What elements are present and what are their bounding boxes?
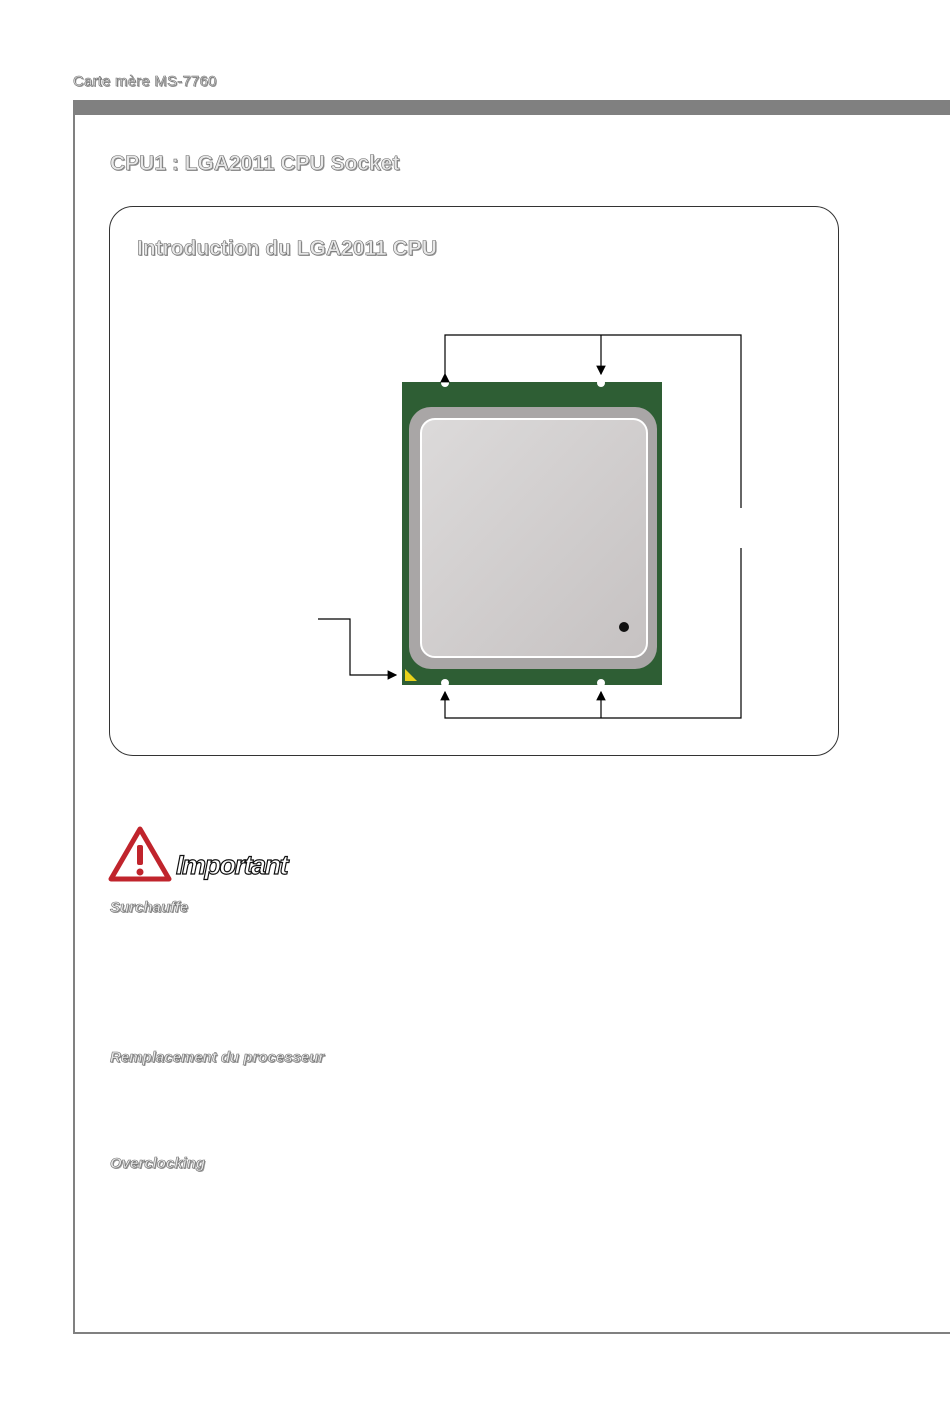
bottom-page-rule bbox=[73, 1332, 950, 1334]
subheading-overclocking: Overclocking bbox=[110, 1155, 206, 1172]
heatspreader-inner bbox=[421, 419, 647, 657]
intro-title: Introduction du LGA2011 CPU bbox=[137, 237, 437, 260]
header-title: Carte mère MS-7760 bbox=[73, 73, 217, 90]
important-label: Important bbox=[176, 850, 287, 880]
alignment-key-top-right bbox=[597, 379, 605, 387]
section-title: CPU1 : LGA2011 CPU Socket bbox=[110, 152, 400, 175]
callout-pin1 bbox=[318, 619, 396, 675]
alignment-key-bottom-left bbox=[441, 679, 449, 687]
subheading-remplacement: Remplacement du processeur bbox=[110, 1049, 325, 1066]
alignment-key-top-left bbox=[441, 379, 449, 387]
cpu-dot bbox=[619, 622, 629, 632]
warning-icon bbox=[108, 825, 172, 883]
subheading-surchauffe: Surchauffe bbox=[110, 899, 189, 916]
alignment-key-bottom-right bbox=[597, 679, 605, 687]
